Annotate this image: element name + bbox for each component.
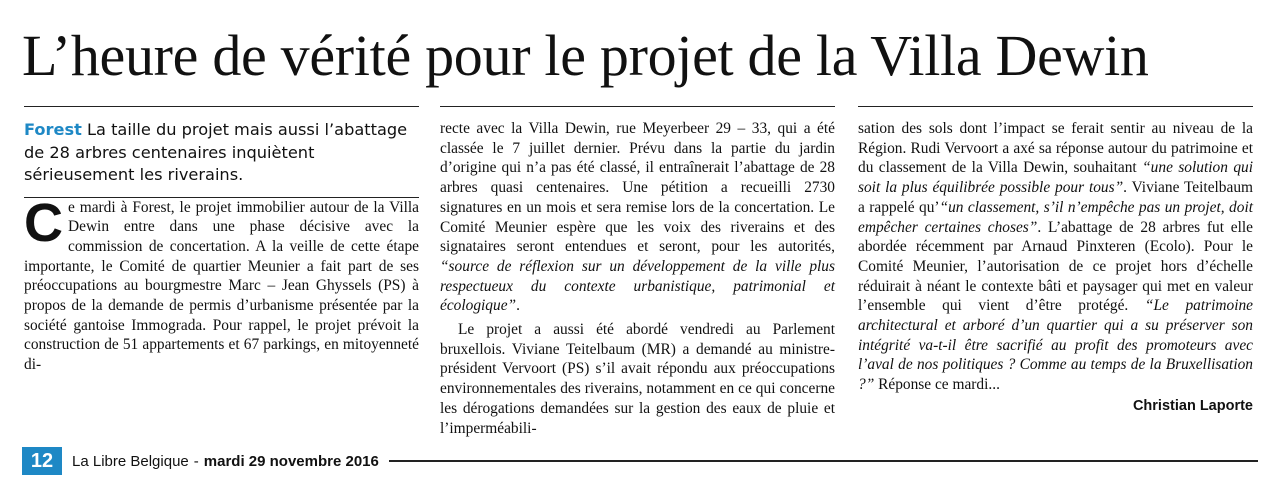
footer-rule xyxy=(389,460,1258,462)
article-paragraph: Le projet a aussi été abordé vendredi au Parlement bruxellois. Viviane Teitelbaum (MR) a demandé au ministre-président Vervoort (PS) s’il avait répondu aux préoccupations environnementales des riverains, notamment en ce qui concerne les dérogations demandées sur la gestion des eaux de pluie et l’imperméabili- xyxy=(440,321,835,437)
column-top-rule xyxy=(24,106,419,107)
publication-name: La Libre Belgique xyxy=(72,452,189,470)
publication-separator: - xyxy=(193,452,199,470)
article-paragraph xyxy=(858,119,1253,395)
article-text: recte avec la Villa Dewin, rue Meyerbeer 29 – 33, qui a été classée le 7 juillet dernier. Prévu dans la partie du jardin d’origine qui n’a pas été classé, il entraînerait l’abattage de 28 arbres quasi centenaires. Une pétition a recueilli 2730 signatures en un mois et sera remise lors de la concertation. Le Comité Meunier espère que les voix des riverains et des signataires seront entendues et seront, pour les autorités, xyxy=(440,120,835,256)
article-text: . Viviane Teitelbaum a rappelé qu’ xyxy=(858,179,1253,216)
article-text: sation des sols dont l’impact se ferait sentir au niveau de la Région. Rudi Vervoort a axé sa réponse autour du patrimoine et du classement de la Villa Dewin, souhaitant xyxy=(858,120,1253,177)
article-paragraph xyxy=(24,192,419,375)
column-top-rule xyxy=(858,106,1253,107)
standfirst-text: La taille du projet mais aussi l’abattage de 28 arbres centenaires inquiètent sérieusement les riverains. xyxy=(24,120,408,184)
byline: Christian Laporte xyxy=(1132,397,1253,414)
article-text: e mardi à Forest, le projet immobilier autour de la Villa Dewin entre dans une phase décisive avec la commission de concertation. A la veille de cette étape importante, le Comité de quartier Meunier a fait part de ses préoccupations au bourgmestre Marc – Jean Ghyssels (PS) à propos de la demande de permis d’urbanisme présentée par la société gantoise Immograda. Pour rappel, le projet prévoit la construction de 51 appartements et 67 parkings, en mitoyenneté di- xyxy=(24,198,419,374)
page-footer xyxy=(22,446,1258,476)
publication-date: mardi 29 novembre 2016 xyxy=(203,452,379,470)
headline: L’heure de vérité pour le projet de la Villa Dewin xyxy=(22,23,1149,88)
kicker-label: Forest xyxy=(24,120,82,139)
article-paragraph xyxy=(440,119,835,316)
article-quote: “Le patrimoine architectural et arboré d’un quartier qui a su préserver son intégrité va-t-il être sacrifié au profit des promoteurs avec l’aval de nos politiques ? Comme au temps de la Bruxellisation ?” xyxy=(858,297,1253,394)
standfirst xyxy=(24,119,419,187)
column-top-rule xyxy=(440,106,835,107)
article-column-1 xyxy=(24,106,419,426)
article-column-3 xyxy=(858,106,1253,426)
page-number-badge: 12 xyxy=(22,447,62,475)
article-text: . xyxy=(516,297,520,315)
article-quote: “une solution qui soit la plus équilibrée possible pour tous” xyxy=(858,159,1253,197)
article-text: Réponse ce mardi... xyxy=(874,376,1000,394)
article-quote: “un classement, s’il n’empêche pas un projet, doit empêcher certaines choses” xyxy=(858,198,1253,236)
article-text: . L’abattage de 28 arbres fut elle abordée récemment par Arnaud Pinxteren (Ecolo). Pour le Comité Meunier, l’autorisation de ce projet hors d’échelle réduirait à néant le contexte bâti et paysager qui met en valeur l’ensemble qui vient d’être protégé. xyxy=(858,218,1253,315)
article-quote: “source de réflexion sur un développement de la ville plus respectueux du contexte urbanistique, patrimonial et écologique” xyxy=(440,257,835,315)
dropcap: C xyxy=(24,192,63,253)
publication-line xyxy=(72,453,379,470)
article-column-2 xyxy=(440,106,835,437)
